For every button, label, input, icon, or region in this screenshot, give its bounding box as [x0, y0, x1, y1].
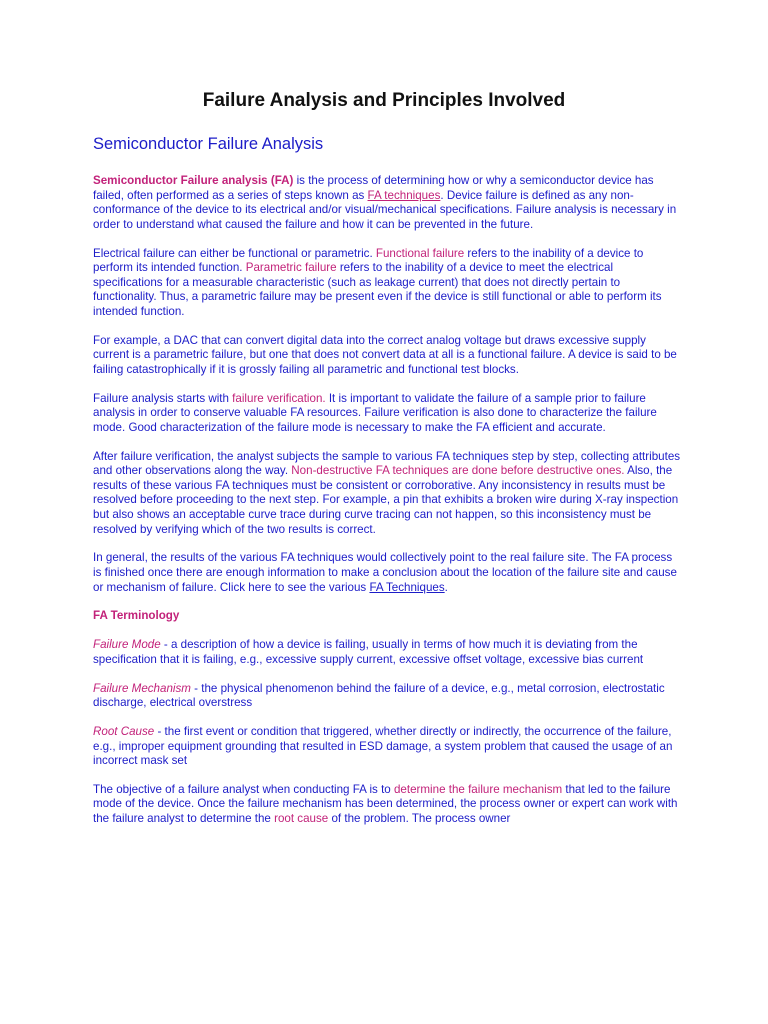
objective-text-end: of the problem. The process owner [328, 812, 511, 826]
objective-text-cont: that led to the failure mode of the device. Once the failure mechanism has been determined, the process owner or expert can work with the failure analyst to determine the [93, 782, 678, 826]
paragraph-fa-steps [93, 450, 683, 538]
fa-conclusion-period: . [444, 580, 448, 594]
fa-conclusion-text: In general, the results of the various FA techniques would collectively point to the real failure site. The FA process is finished once there are enough information to make a conclusion about the location of the failure site and cause or mechanism of failure. Click here to see the various [93, 551, 677, 594]
paragraph-fa-conclusion [93, 551, 683, 595]
verification-text-cont: It is important to validate the failure of a sample prior to failure analysis in order to conserve valuable FA resources. Failure verification is also done to characterize the failure mode. Good characterization of the failure mode is necessary to make the FA efficient and accurate. [93, 391, 657, 434]
fa-term: Semiconductor Failure analysis (FA) [93, 174, 294, 187]
functional-failure-highlight: Functional failure [375, 246, 465, 260]
fa-steps-text-cont: Also, the results of these various FA techniques must be consistent or corroborative. Any inconsistency in results must be resolved before proceeding to the next step. For example, a pin that exhibits a broken wire during X-ray inspection but also shows an acceptable curve trace during curve tracing can not happen, so this inconsistency must be resolved by verifying which of the two results is correct. [93, 464, 679, 536]
failure-mode-term: Failure Mode [93, 638, 161, 652]
failure-verification-highlight: failure verification. [232, 391, 326, 405]
failure-mechanism-definition: - the physical phenomenon behind the failure of a device, e.g., metal corrosion, electrostatic discharge, electrical overstress [93, 681, 665, 710]
paragraph-analyst-objective [93, 783, 683, 827]
term-root-cause [93, 725, 683, 769]
page-title: Failure Analysis and Principles Involved [202, 90, 566, 111]
verification-text: Failure analysis starts with [93, 391, 233, 405]
term-failure-mode [93, 638, 683, 667]
root-cause-term: Root Cause [93, 724, 155, 738]
parametric-failure-highlight: Parametric failure [245, 261, 337, 275]
term-failure-mechanism [93, 682, 683, 711]
paragraph-dac-example [93, 334, 683, 378]
fa-techniques-link-2[interactable]: FA Techniques [369, 580, 445, 594]
document-body [93, 174, 683, 841]
root-cause-highlight: root cause [274, 812, 329, 826]
failure-mechanism-term: Failure Mechanism [93, 681, 191, 695]
objective-text: The objective of a failure analyst when conducting FA is to [93, 782, 394, 796]
fa-terminology-heading: FA Terminology [93, 609, 180, 623]
fa-steps-text: After failure verification, the analyst subjects the sample to various FA techniques step by step, collecting attributes and other observations along the way. [93, 449, 681, 478]
parametric-failure-text: refers to the inability of a device to meet the electrical specifications for a measurable characteristic (such as leakage current) that does not directly pertain to functionality. Thus, a parametric failure may be present even if the device is still functional or able to perform its intended function. [93, 261, 662, 318]
dac-example-text: For example, a DAC that can convert digital data into the correct analog voltage but draws excessive supply current is a parametric failure, but one that does not convert data at all is a functional failure. A device is said to be failing catastrophically if it is grossly failing all parametric and functional test blocks. [93, 333, 677, 376]
fa-definition-text: is the process of determining how or why a semiconductor device has failed, often performed as a series of steps known as [93, 174, 654, 202]
root-cause-definition: - the first event or condition that triggered, whether directly or indirectly, the occurrence of the failure, e.g., improper equipment grounding that resulted in ESD damage, a system problem that caused the usage of an incorrect mask set [93, 724, 673, 768]
non-destructive-highlight: Non-destructive FA techniques are done before destructive ones. [291, 464, 625, 478]
failure-mechanism-highlight: determine the failure mechanism [393, 782, 563, 796]
paragraph-failure-verification [93, 392, 683, 436]
functional-failure-text: refers to the inability of a device to perform its intended function. [93, 246, 644, 275]
paragraph-electrical-failure [93, 247, 683, 320]
fa-techniques-link[interactable]: FA techniques [367, 188, 441, 202]
electrical-failure-text: Electrical failure can either be functional or parametric. [93, 246, 376, 260]
fa-definition-text-cont: . Device failure is defined as any non-conformance of the device to its electrical and/or visual/mechanical specifications. Failure analysis is necessary in order to understand what caused the failure and how it can be prevented in the future. [93, 188, 677, 231]
failure-mode-definition: - a description of how a device is failing, usually in terms of how much it is deviating from the specification that it is failing, e.g., excessive supply current, excessive offset voltage, excessive bias current [93, 638, 644, 666]
section-title: Semiconductor Failure Analysis [93, 135, 324, 153]
paragraph-fa-definition [93, 174, 683, 232]
